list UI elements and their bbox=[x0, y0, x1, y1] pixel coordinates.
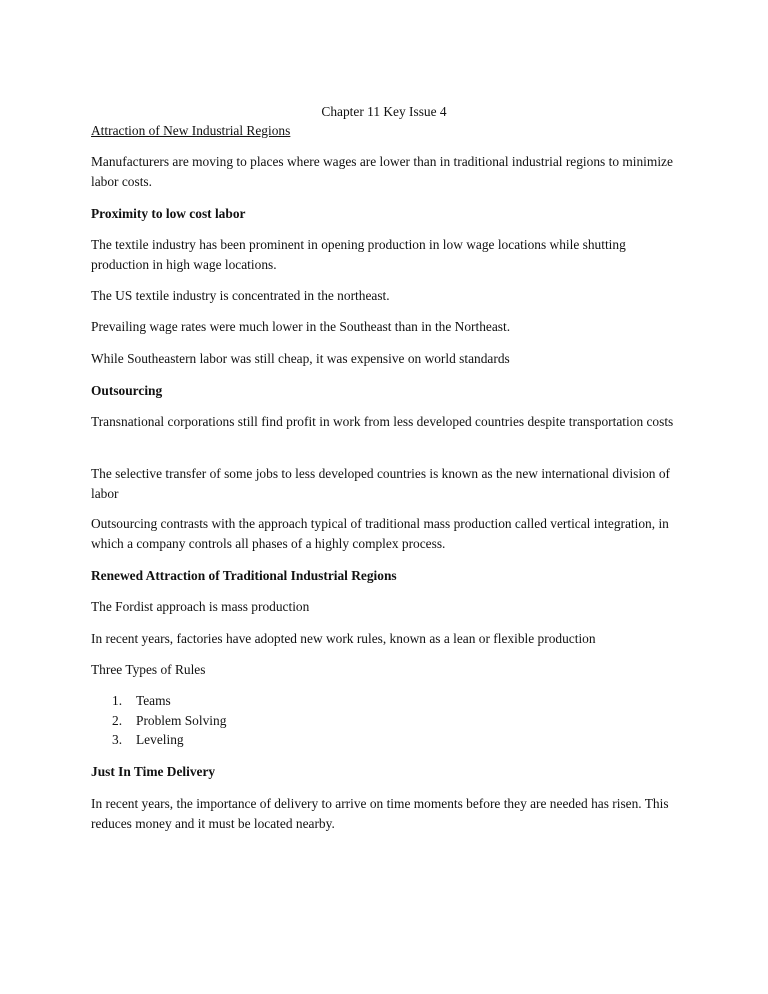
page-title: Chapter 11 Key Issue 4 bbox=[321, 104, 447, 120]
renewed-paragraph-3: Three Types of Rules bbox=[91, 662, 206, 677]
proximity-paragraph-3: Prevailing wage rates were much lower in the Southeast than in the Northeast. bbox=[91, 319, 511, 334]
list-item-number: 3. bbox=[112, 732, 123, 747]
rules-list bbox=[91, 691, 681, 750]
list-item-text: Problem Solving bbox=[136, 712, 227, 728]
list-item-text: Teams bbox=[136, 693, 171, 708]
list-item bbox=[91, 711, 681, 731]
outsourcing-heading: Outsourcing bbox=[91, 383, 163, 398]
renewed-paragraph-2: In recent years, factories have adopted new work rules, known as a lean or flexible production bbox=[91, 631, 596, 646]
intro-paragraph: Manufacturers are moving to places where wages are lower than in traditional industrial regions to minimize labor costs. bbox=[91, 154, 673, 189]
renewed-paragraph-1: The Fordist approach is mass production bbox=[91, 599, 310, 614]
proximity-paragraph-1: The textile industry has been prominent in opening production in low wage locations while shutting production in high wage locations. bbox=[91, 237, 626, 272]
list-item bbox=[91, 730, 681, 750]
list-item bbox=[91, 691, 681, 711]
list-item-text: Leveling bbox=[136, 732, 184, 747]
proximity-heading: Proximity to low cost labor bbox=[91, 206, 246, 221]
proximity-paragraph-2: The US textile industry is concentrated in the northeast. bbox=[91, 288, 390, 303]
renewed-heading: Renewed Attraction of Traditional Industrial Regions bbox=[91, 568, 397, 583]
section-heading: Attraction of New Industrial Regions bbox=[91, 123, 291, 138]
outsourcing-paragraph-3: Outsourcing contrasts with the approach typical of traditional mass production called vertical integration, in which a company controls all phases of a highly complex process. bbox=[91, 516, 669, 551]
jit-paragraph-1: In recent years, the importance of delivery to arrive on time moments before they are needed has risen. This reduces money and it must be located nearby. bbox=[91, 796, 669, 831]
outsourcing-paragraph-2: The selective transfer of some jobs to less developed countries is known as the new international division of labor bbox=[91, 466, 671, 501]
proximity-paragraph-4: While Southeastern labor was still cheap, it was expensive on world standards bbox=[91, 351, 510, 366]
list-item-number: 2. bbox=[112, 712, 123, 728]
outsourcing-paragraph-1: Transnational corporations still find profit in work from less developed countries despite transportation costs bbox=[91, 414, 674, 429]
jit-heading: Just In Time Delivery bbox=[91, 764, 216, 779]
list-item-number: 1. bbox=[112, 693, 123, 708]
